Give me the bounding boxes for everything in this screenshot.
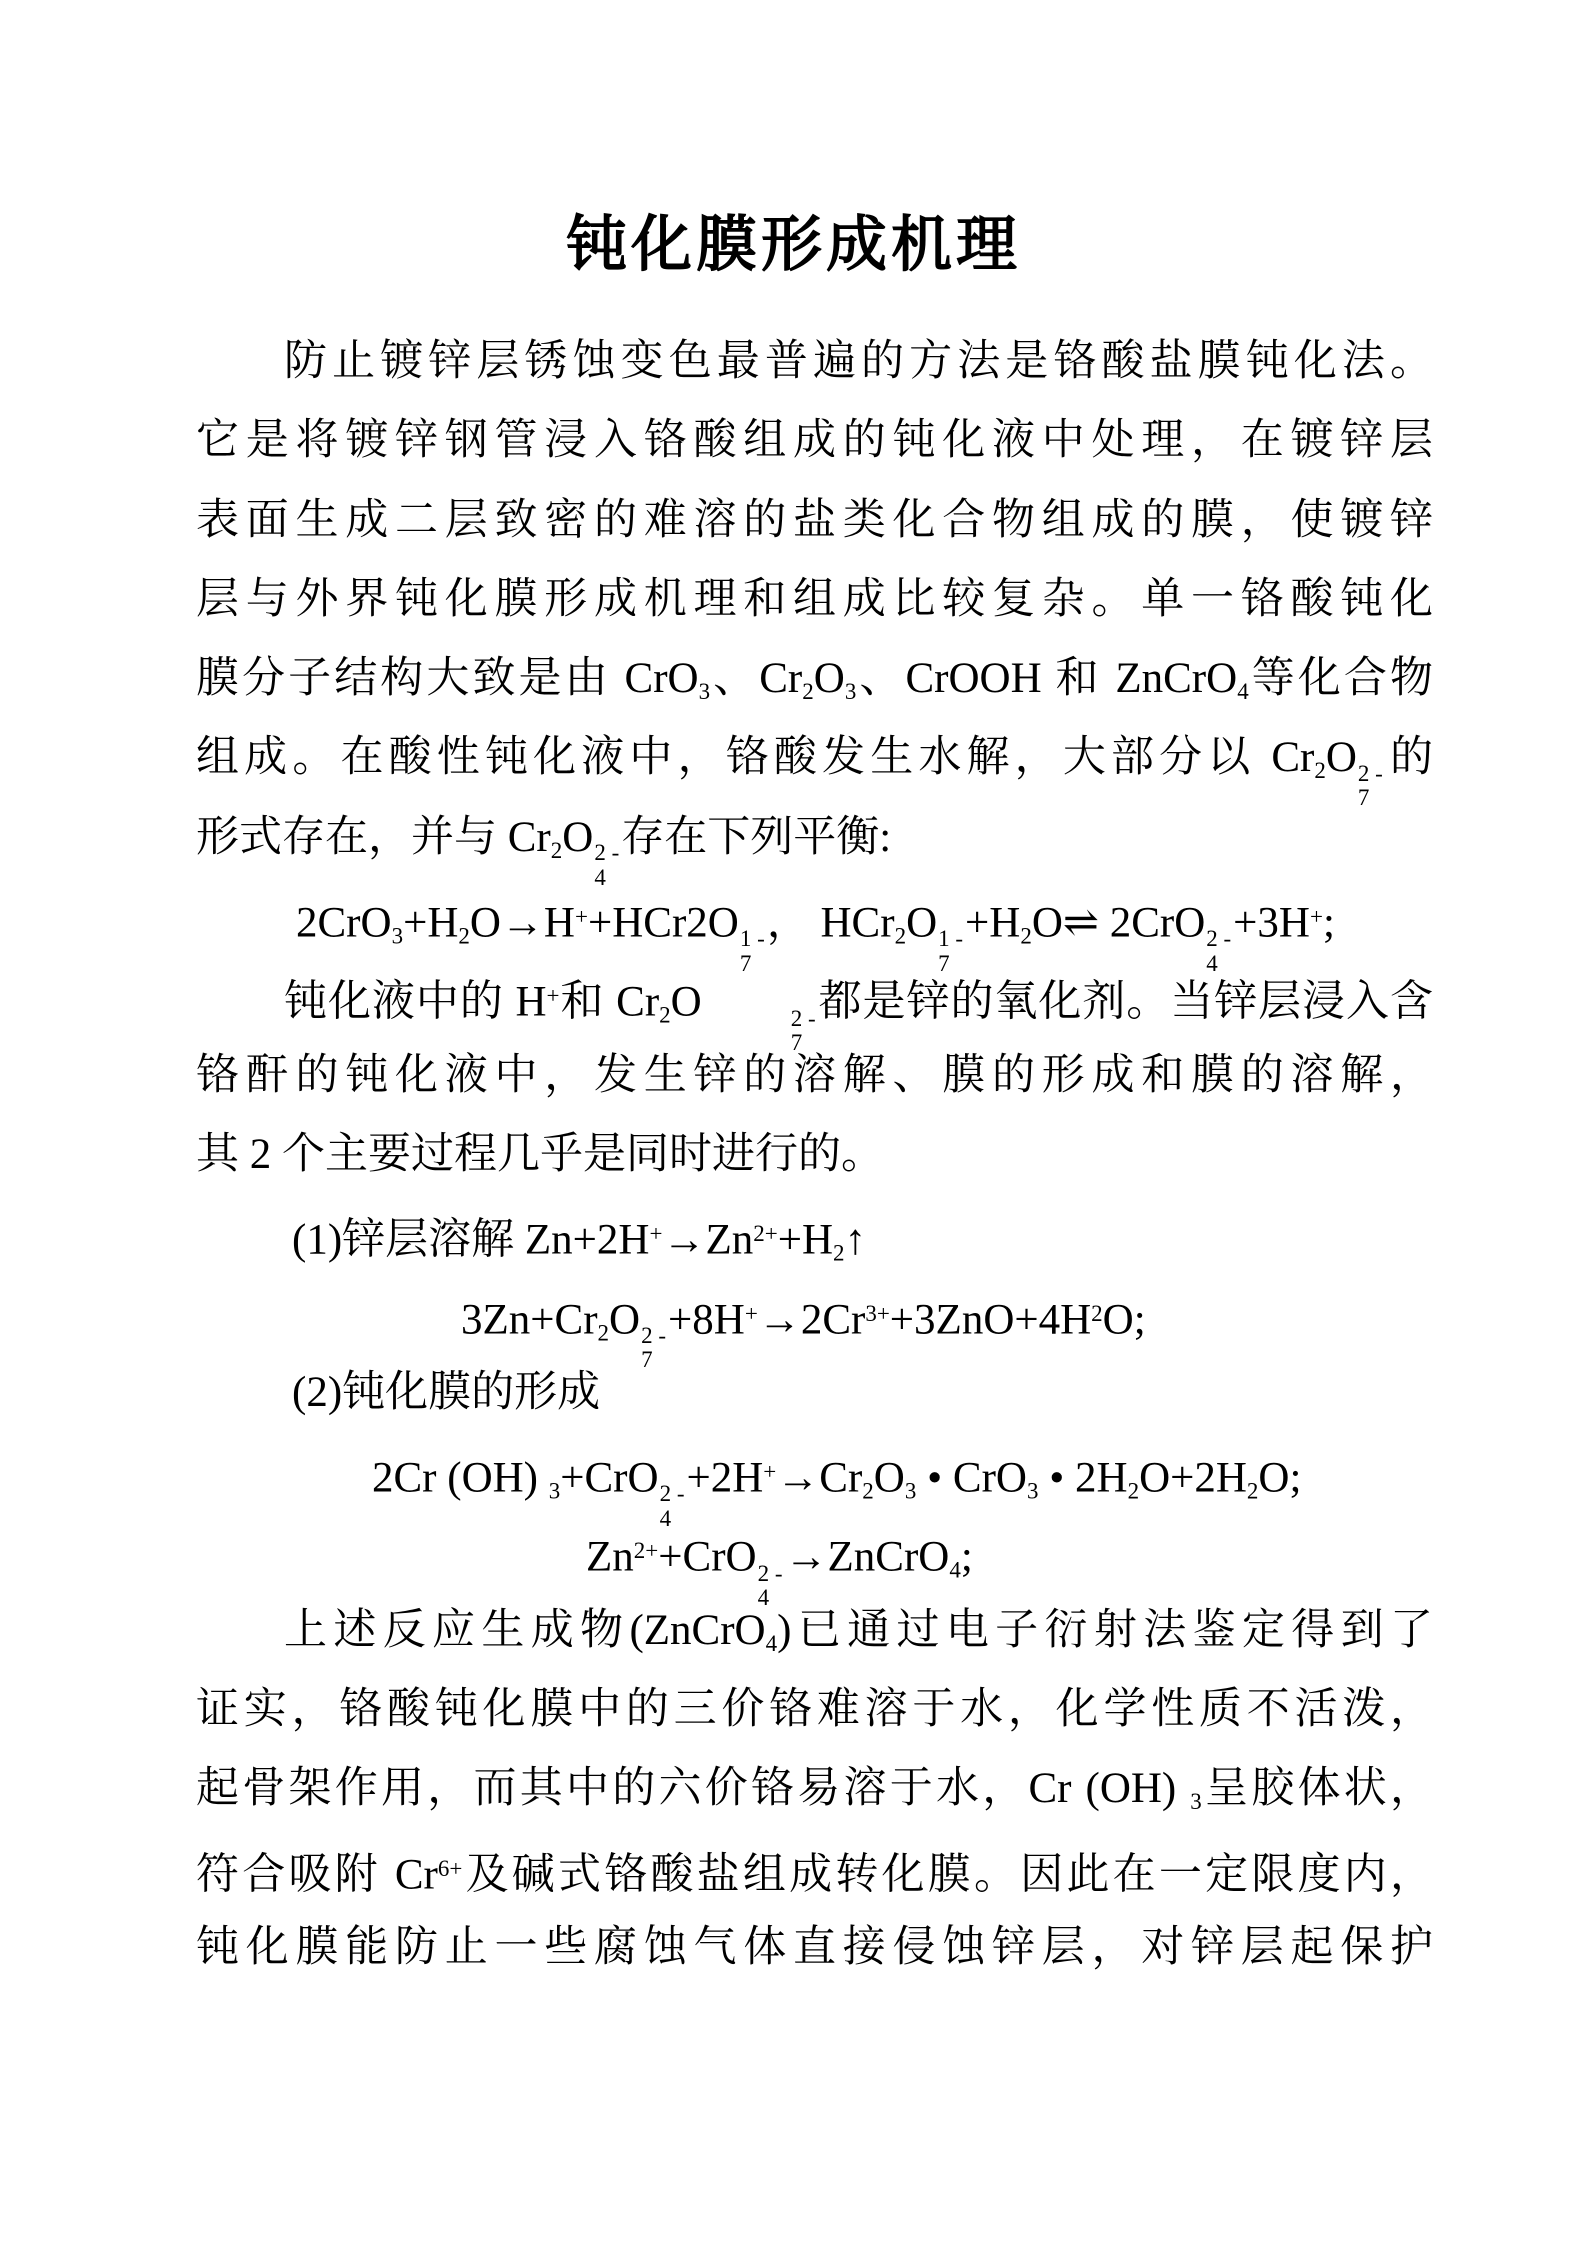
- text-line: $Zn^{2+}+CrO$ 2 - 4 →ZnCrO4;: [586, 1534, 973, 1610]
- text-line: 起骨架作用，而其中的六价铬易溶于水，Cr (OH) 3呈胶体状，: [196, 1765, 1433, 1815]
- text-line: 2CrO3+H2O→H++HCr2O 1 - 7 ， HCr2O 1 - 7 +H2O⇌ 2CrO 2 - 4 +3H+;: [296, 899, 1335, 976]
- text-line: 符合吸附 $Cr^{6+}$及碱式铬酸盐组成转化膜。因此在一定限度内，: [196, 1851, 1434, 1899]
- text-line: 层与外界钝化膜形成机理和组成比较复杂。单一铬酸钝化: [196, 575, 1433, 623]
- text-line: 它是将镀锌钢管浸入铬酸组成的钝化液中处理，在镀锌层: [196, 417, 1433, 465]
- document-body: [196, 322, 1433, 1987]
- ion-charge-stack: 2 - 4: [1206, 926, 1232, 976]
- text-line: 防止镀锌层锈蚀变色最普遍的方法是铬酸盐膜钝化法。: [284, 338, 1433, 385]
- text-line: 2Cr (OH) 3+CrO 2 - 4 +2H+→Cr2O3 • CrO3 • 2H2O+2H2O;: [372, 1454, 1302, 1531]
- text-line: 上述反应生成物(ZnCrO4)已通过电子衍射法鉴定得到了: [284, 1606, 1433, 1656]
- ion-charge-stack: 2 - 7: [641, 1322, 667, 1372]
- ion-charge-stack: 1 - 7: [739, 926, 765, 976]
- text-line: (2)钝化膜的形成: [292, 1368, 601, 1416]
- ion-charge-stack: 2 - 4: [594, 840, 620, 890]
- ion-charge-stack: 2 - 4: [757, 1560, 783, 1610]
- text-line: 钝化液中的 H+和 Cr2O 2 - 7 都是锌的氧化剂。当锌层浸入含: [284, 979, 1434, 1055]
- text-line: 3Zn+Cr2O 2 - 7 $+8H^+\to 2Cr^{3+}+3ZnO+4H^2O$;: [461, 1296, 1146, 1372]
- ion-charge-stack: 2 - 4: [659, 1481, 685, 1531]
- ion-charge-stack: 1 - 7: [938, 926, 964, 976]
- text-line: 表面生成二层致密的难溶的盐类化合物组成的膜，使镀锌: [196, 496, 1433, 544]
- ion-charge-stack: 2 - 7: [790, 1005, 816, 1055]
- text-line: 钝化膜能防止一些腐蚀气体直接侵蚀锌层，对锌层起保护: [196, 1923, 1433, 1971]
- ion-charge-stack: 2 - 7: [1357, 761, 1383, 811]
- text-line: 证实，铬酸钝化膜中的三价铬难溶于水，化学性质不活泼，: [196, 1686, 1433, 1734]
- text-line: 膜分子结构大致是由 CrO3、Cr2O3、CrOOH 和 ZnCrO4等化合物: [196, 655, 1433, 705]
- text-line: 组成。在酸性钝化液中，铬酸发生水解，大部分以 Cr2O 2 - 7 的: [196, 734, 1434, 811]
- text-line: 形式存在，并与 Cr2O 2 - 4 存在下列平衡:: [196, 813, 892, 890]
- text-line: (1)锌层溶解 $Zn+2H^+\to Zn^{2+}+H2↑$: [292, 1216, 867, 1266]
- text-line: 铬酐的钝化液中，发生锌的溶解、膜的形成和膜的溶解，: [196, 1051, 1433, 1099]
- text-line: 其 2 个主要过程几乎是同时进行的。: [196, 1130, 884, 1178]
- page-title: 钝化膜形成机理: [565, 212, 1021, 279]
